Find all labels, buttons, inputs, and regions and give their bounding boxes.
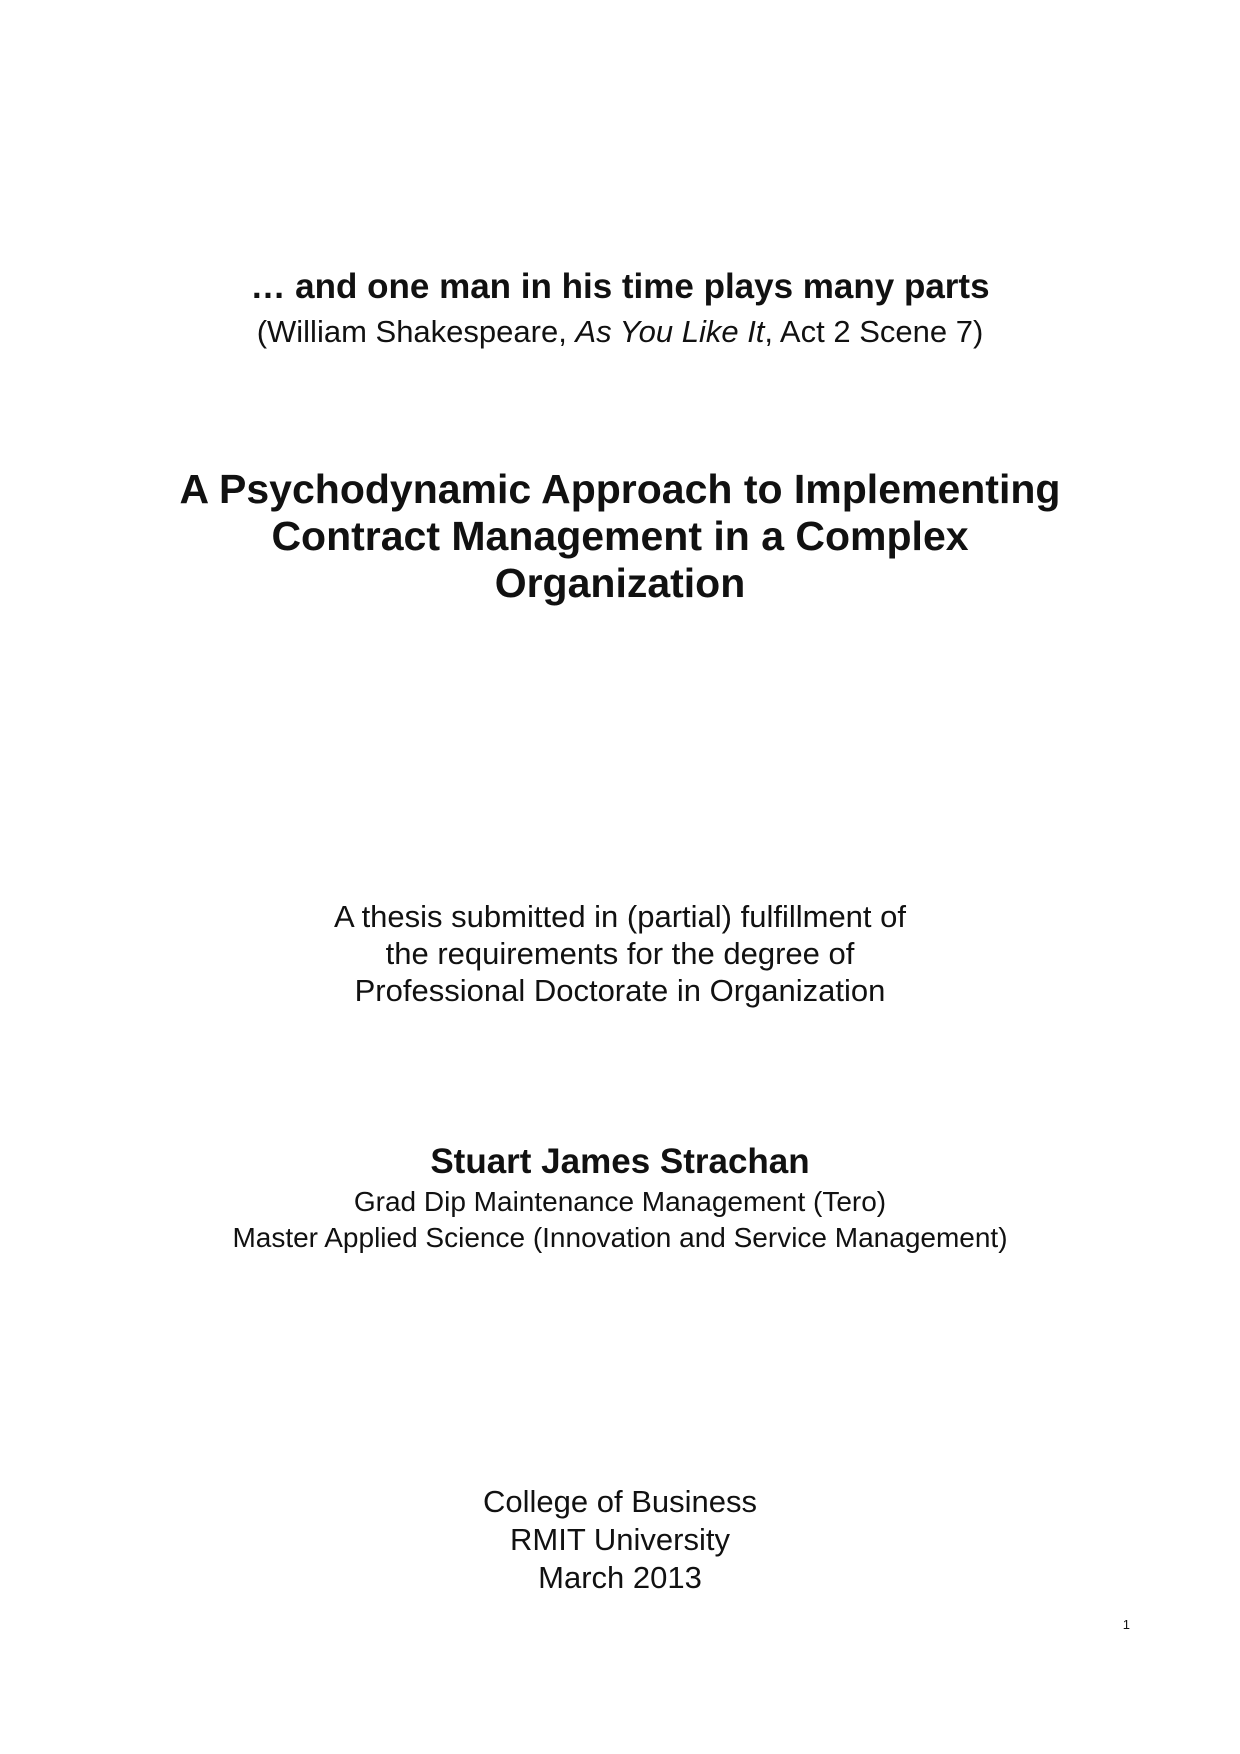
citation-work: As You Like It xyxy=(575,314,765,349)
qualification-line: Master Applied Science (Innovation and Service Management) xyxy=(232,1222,1008,1253)
title-line: Contract Management in a Complex xyxy=(271,513,969,559)
epigraph-citation xyxy=(0,316,1240,347)
author-name: Stuart James Strachan xyxy=(430,1142,810,1181)
qualification-line: Grad Dip Maintenance Management (Tero) xyxy=(353,1186,887,1217)
thesis-title xyxy=(0,466,1240,607)
degree-statement xyxy=(0,898,1240,1009)
author-qualifications xyxy=(0,1184,1240,1256)
institution-block xyxy=(0,1483,1240,1597)
degree-line: the requirements for the degree of xyxy=(385,936,855,971)
title-line: A Psychodynamic Approach to Implementing xyxy=(179,466,1061,512)
college-name: College of Business xyxy=(483,1484,757,1519)
citation-suffix: , Act 2 Scene 7) xyxy=(764,314,984,349)
epigraph-quote: … and one man in his time plays many parts xyxy=(250,267,990,306)
degree-line: Professional Doctorate in Organization xyxy=(354,973,886,1008)
page-number: 1 xyxy=(1122,1617,1130,1632)
title-line: Organization xyxy=(494,560,746,606)
university-name: RMIT University xyxy=(510,1522,730,1557)
submission-date: March 2013 xyxy=(538,1560,702,1595)
degree-line: A thesis submitted in (partial) fulfillment of xyxy=(333,899,907,934)
citation-prefix: (William Shakespeare, xyxy=(256,314,576,349)
